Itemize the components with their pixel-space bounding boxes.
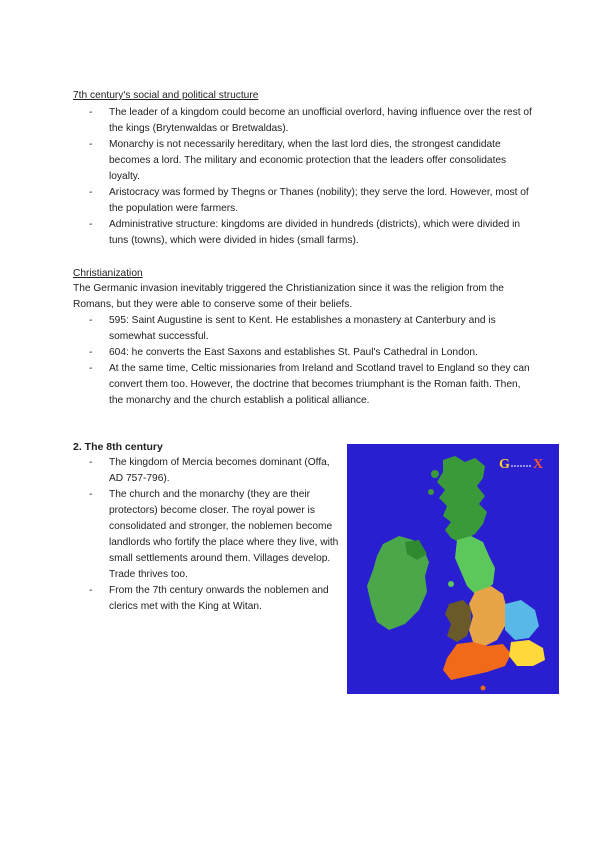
list-item: - The leader of a kingdom could become an unofficial overlord, having influence over the rest of the kings (Brytenwaldas or Bretwaldas). <box>73 105 535 137</box>
eighth-century-list <box>73 455 341 615</box>
eighth-century-heading: 2. The 8th century <box>73 441 163 453</box>
list-item: - Monarchy is not necessarily hereditary, when the last lord dies, the strongest candidate becomes a lord. The military and economic protection that the leaders offer consolidates loyalty. <box>73 137 535 185</box>
social-structure-heading: 7th century's social and political structure <box>73 90 259 101</box>
christianization-heading: Christianization <box>73 268 143 279</box>
map-title-glyph: X <box>533 457 544 472</box>
list-item: - At the same time, Celtic missionaries from Ireland and Scotland travel to England so they can convert them too. However, the doctrine that becomes triumphant is the Roman faith. Then, the monarchy and the church establish a political alliance. <box>73 361 535 409</box>
list-item: - The kingdom of Mercia becomes dominant (Offa, AD 757-796). <box>73 455 341 487</box>
list-item: - Aristocracy was formed by Thegns or Thanes (nobility); they serve the lord. However, most of the population were farmers. <box>73 185 535 217</box>
anglo-saxon-kingdoms-map <box>347 444 559 694</box>
christianization-intro: The Germanic invasion inevitably triggered the Christianization since it was the religion from the Romans, but they were able to conserve some of their beliefs. <box>73 283 504 310</box>
christianization-list <box>73 313 535 409</box>
list-item: - Administrative structure: kingdoms are divided in hundreds (districts), which were divided in tuns (towns), which were divided in hides (small farms). <box>73 217 535 249</box>
island <box>448 581 454 587</box>
map-title-glyph: G <box>499 457 510 472</box>
island <box>431 470 439 478</box>
list-item: - 604: he converts the East Saxons and establishes St. Paul's Cathedral in London. <box>73 345 535 361</box>
island <box>428 489 434 495</box>
social-structure-list <box>73 105 535 249</box>
list-item: - From the 7th century onwards the noblemen and clerics met with the King at Witan. <box>73 583 341 615</box>
list-item: - 595: Saint Augustine is sent to Kent. He establishes a monastery at Canterbury and is somewhat successful. <box>73 313 535 345</box>
list-item: - The church and the monarchy (they are their protectors) become closer. The royal power is consolidated and stronger, the noblemen become landlords who fortify the place where they live, with small settlements around them. Villages develop. Trade thrives too. <box>73 487 341 583</box>
island <box>481 686 486 691</box>
